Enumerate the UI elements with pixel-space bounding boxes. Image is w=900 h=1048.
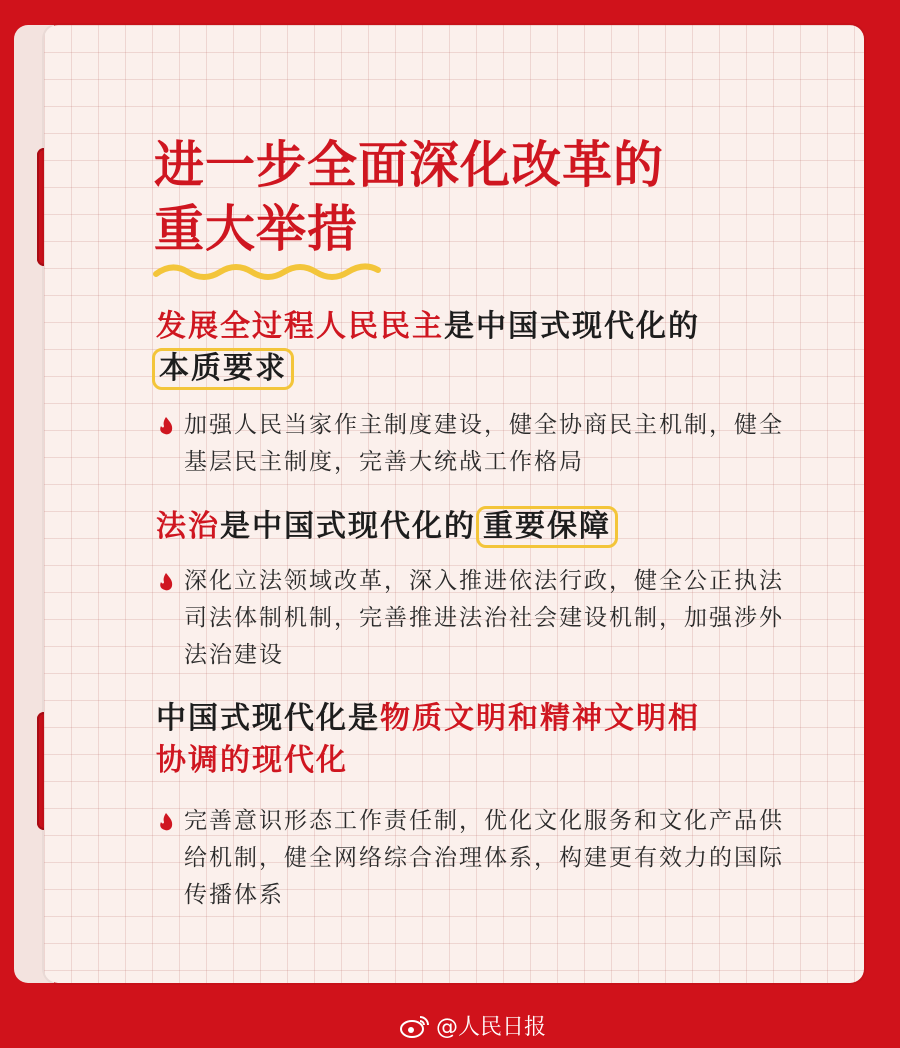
section-3-heading-black: 中国式现代化是 — [156, 701, 380, 736]
section-1-heading-red: 发展全过程人民民主 — [156, 309, 444, 344]
watermark-text: @人民日报 — [436, 1015, 547, 1040]
section-2-bullet — [156, 563, 796, 674]
yellow-squiggle-underline — [152, 258, 382, 284]
section-1-heading-black: 是中国式现代化的 — [444, 309, 700, 344]
title-line-1: 进一步全面深化改革的 — [154, 136, 664, 194]
weibo-icon — [400, 1014, 430, 1038]
section-2-bullet-text: 深化立法领域改革，深入推进依法行政，健全公正执法司法体制机制，完善推进法治社会建设机制，加强涉外法治建设 — [184, 568, 784, 668]
flame-bullet-icon — [156, 416, 176, 436]
section-1-highlight: 本质要求 — [152, 348, 294, 390]
section-3-heading — [156, 698, 700, 740]
section-2-heading — [156, 506, 618, 548]
section-2-highlight: 重要保障 — [476, 506, 618, 548]
section-2-heading-red: 法治 — [156, 509, 220, 544]
section-1-heading-line2 — [156, 348, 294, 390]
section-3-heading-line2 — [156, 740, 348, 782]
section-3-bullet — [156, 803, 796, 914]
section-3-heading-red: 物质文明和精神文明相 — [380, 701, 700, 736]
title-line-2: 重大举措 — [154, 200, 358, 258]
section-1-bullet-text: 加强人民当家作主制度建设，健全协商民主机制，健全基层民主制度，完善大统战工作格局 — [184, 412, 784, 475]
section-3-heading-red-2: 协调的现代化 — [156, 743, 348, 778]
section-3-bullet-text: 完善意识形态工作责任制，优化文化服务和文化产品供给机制，健全网络综合治理体系，构建更有效力的国际传播体系 — [184, 808, 784, 908]
page-title — [154, 133, 664, 261]
section-1-bullet — [156, 407, 796, 481]
flame-bullet-icon — [156, 572, 176, 592]
section-1-heading — [156, 306, 700, 348]
watermark — [400, 1010, 546, 1041]
flame-bullet-icon — [156, 812, 176, 832]
section-2-heading-black: 是中国式现代化的 — [220, 509, 476, 544]
